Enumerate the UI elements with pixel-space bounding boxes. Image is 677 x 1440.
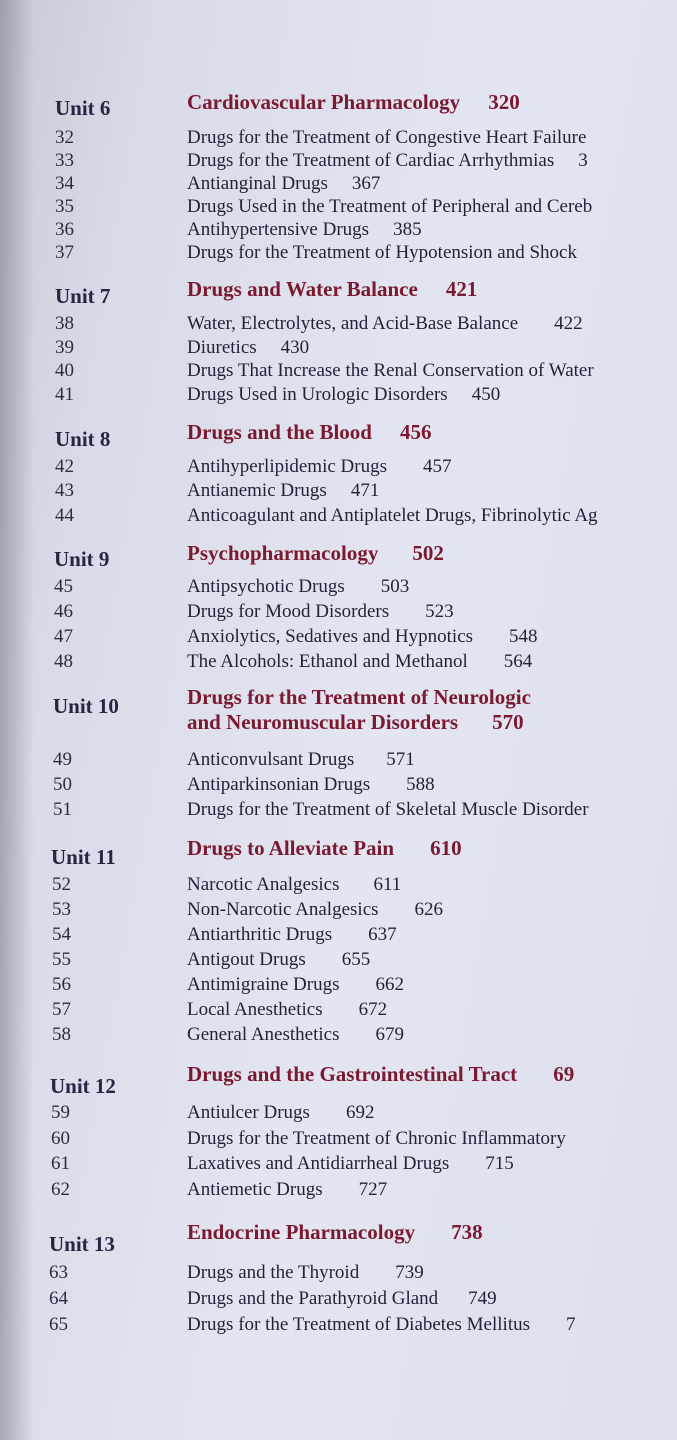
chapter-row [0, 312, 677, 336]
chapter-number: 48 [54, 651, 73, 672]
chapter-row [0, 798, 677, 822]
chapter-row [0, 998, 677, 1022]
chapter-row [0, 359, 677, 383]
chapter-title: The Alcohols: Ethanol and Methanol 564 [187, 651, 533, 672]
chapter-number: 39 [55, 337, 74, 358]
chapter-row [0, 600, 677, 624]
chapter-row [0, 126, 677, 150]
chapter-row [0, 336, 677, 360]
chapter-number: 47 [54, 626, 73, 647]
chapter-title: Drugs That Increase the Renal Conservation of Water [187, 360, 594, 381]
chapter-row [0, 241, 677, 265]
unit-page-number: 610 [430, 836, 462, 860]
chapter-row [0, 504, 677, 528]
chapter-number: 57 [52, 999, 71, 1020]
chapter-title: Narcotic Analgesics 611 [187, 874, 402, 895]
chapter-title: Antianemic Drugs 471 [187, 480, 380, 501]
chapter-title: Antianginal Drugs 367 [187, 173, 381, 194]
chapter-number: 37 [55, 242, 74, 263]
chapter-title: Drugs for the Treatment of Hypotension and Shock [187, 242, 577, 263]
chapter-number: 49 [53, 749, 72, 770]
unit-title [187, 541, 444, 566]
chapter-row [0, 1313, 677, 1337]
chapter-row [0, 149, 677, 173]
unit-title [187, 1220, 483, 1245]
chapter-number: 52 [52, 874, 71, 895]
chapter-row [0, 898, 677, 922]
unit-title [187, 685, 531, 710]
chapter-title: Antiemetic Drugs 727 [187, 1179, 388, 1200]
chapter-row [0, 873, 677, 897]
chapter-title: Drugs for the Treatment of Congestive Heart Failure [187, 127, 587, 148]
unit-title-line-2 [187, 710, 524, 735]
unit-label: Unit 6 [55, 96, 111, 120]
chapter-number: 42 [55, 456, 74, 477]
unit-label: Unit 7 [55, 284, 111, 308]
chapter-row [0, 625, 677, 649]
chapter-row [0, 218, 677, 242]
chapter-title: Non-Narcotic Analgesics 626 [187, 899, 444, 920]
chapter-number: 45 [54, 576, 73, 597]
chapter-row [0, 948, 677, 972]
chapter-title: Anxiolytics, Sedatives and Hypnotics 548 [187, 626, 538, 647]
unit-label: Unit 13 [49, 1232, 115, 1256]
chapter-row [0, 650, 677, 674]
chapter-number: 35 [55, 196, 74, 217]
unit-label: Unit 8 [55, 427, 111, 451]
chapter-title: Antipsychotic Drugs 503 [187, 576, 410, 597]
chapter-row [0, 773, 677, 797]
unit-label: Unit 12 [50, 1074, 116, 1098]
chapter-number: 63 [49, 1262, 68, 1283]
chapter-number: 64 [49, 1288, 68, 1309]
unit-title [187, 1062, 574, 1087]
chapter-row [0, 1178, 677, 1202]
chapter-row [0, 923, 677, 947]
chapter-number: 36 [55, 219, 74, 240]
chapter-title: Diuretics 430 [187, 337, 310, 358]
chapter-row [0, 1152, 677, 1176]
chapter-number: 38 [55, 313, 74, 334]
unit-title-text: Drugs to Alleviate Pain [187, 836, 395, 860]
chapter-title: Drugs for the Treatment of Diabetes Mellitus 7 [187, 1314, 576, 1335]
chapter-row [0, 748, 677, 772]
unit-title-text: Drugs and the Gastrointestinal Tract [187, 1062, 518, 1086]
chapter-title: Antiarthritic Drugs 637 [187, 924, 397, 945]
chapter-title: Anticonvulsant Drugs 571 [187, 749, 415, 770]
chapter-title: Antihypertensive Drugs 385 [187, 219, 422, 240]
unit-page-number: 570 [492, 710, 524, 734]
chapter-title: Drugs Used in the Treatment of Peripheral and Cereb [187, 196, 593, 217]
chapter-title: Water, Electrolytes, and Acid-Base Balance 422 [187, 313, 583, 334]
unit-page-number: 502 [412, 541, 444, 565]
chapter-title: Antihyperlipidemic Drugs 457 [187, 456, 452, 477]
unit-title-text: and Neuromuscular Disorders [187, 710, 459, 734]
chapter-title: Drugs for the Treatment of Chronic Inflammatory [187, 1128, 566, 1149]
chapter-number: 51 [53, 799, 72, 820]
chapter-number: 43 [55, 480, 74, 501]
unit-title-text: Drugs and Water Balance [187, 277, 418, 301]
chapter-number: 60 [51, 1128, 70, 1149]
unit-title-text: Psychopharmacology [187, 541, 379, 565]
chapter-number: 55 [52, 949, 71, 970]
chapter-number: 41 [55, 384, 74, 405]
chapter-number: 44 [55, 505, 74, 526]
chapter-title: Drugs for the Treatment of Cardiac Arrhythmias 3 [187, 150, 588, 171]
unit-title-text: Drugs for the Treatment of Neurologic [187, 685, 531, 709]
unit-page-number: 421 [445, 277, 478, 301]
unit-title-text: Endocrine Pharmacology [187, 1220, 416, 1244]
chapter-number: 32 [55, 127, 74, 148]
unit-page-number: 738 [451, 1220, 483, 1244]
unit-page-number: 456 [399, 420, 432, 444]
chapter-row [0, 172, 677, 196]
unit-page-number: 69 [553, 1062, 575, 1086]
chapter-title: Antiparkinsonian Drugs 588 [187, 774, 435, 795]
chapter-title: Drugs and the Thyroid 739 [187, 1262, 424, 1283]
chapter-row [0, 455, 677, 479]
unit-label: Unit 11 [51, 845, 116, 869]
chapter-row [0, 195, 677, 219]
chapter-title: Laxatives and Antidiarrheal Drugs 715 [187, 1153, 514, 1174]
unit-title-text: Cardiovascular Pharmacology [187, 90, 461, 114]
chapter-row [0, 973, 677, 997]
chapter-title: General Anesthetics 679 [187, 1024, 404, 1045]
chapter-number: 40 [55, 360, 74, 381]
chapter-number: 62 [51, 1179, 70, 1200]
unit-title [187, 277, 477, 302]
chapter-number: 58 [52, 1024, 71, 1045]
chapter-title: Antimigraine Drugs 662 [187, 974, 405, 995]
unit-label: Unit 9 [54, 547, 110, 571]
chapter-number: 65 [49, 1314, 68, 1335]
chapter-number: 33 [55, 150, 74, 171]
unit-label: Unit 10 [53, 694, 119, 718]
chapter-row [0, 383, 677, 407]
chapter-title: Drugs and the Parathyroid Gland 749 [187, 1288, 497, 1309]
chapter-number: 34 [55, 173, 74, 194]
chapter-title: Anticoagulant and Antiplatelet Drugs, Fibrinolytic Ag [187, 505, 598, 526]
chapter-title: Antigout Drugs 655 [187, 949, 371, 970]
unit-title [187, 90, 520, 115]
chapter-title: Drugs for Mood Disorders 523 [187, 601, 454, 622]
chapter-number: 61 [51, 1153, 70, 1174]
chapter-number: 46 [54, 601, 73, 622]
chapter-row [0, 1101, 677, 1125]
chapter-number: 50 [53, 774, 72, 795]
chapter-number: 56 [52, 974, 71, 995]
chapter-row [0, 1287, 677, 1311]
chapter-title: Local Anesthetics 672 [187, 999, 388, 1020]
chapter-number: 53 [52, 899, 71, 920]
chapter-row [0, 1127, 677, 1151]
chapter-number: 54 [52, 924, 71, 945]
unit-title [187, 836, 462, 861]
chapter-row [0, 1261, 677, 1285]
chapter-number: 59 [51, 1102, 70, 1123]
unit-page-number: 320 [488, 90, 520, 114]
chapter-row [0, 575, 677, 599]
unit-title [187, 420, 431, 445]
chapter-title: Drugs for the Treatment of Skeletal Muscle Disorder [187, 799, 589, 820]
chapter-title: Antiulcer Drugs 692 [187, 1102, 375, 1123]
chapter-row [0, 479, 677, 503]
chapter-title: Drugs Used in Urologic Disorders 450 [187, 384, 501, 405]
chapter-row [0, 1023, 677, 1047]
unit-title-text: Drugs and the Blood [187, 420, 372, 444]
